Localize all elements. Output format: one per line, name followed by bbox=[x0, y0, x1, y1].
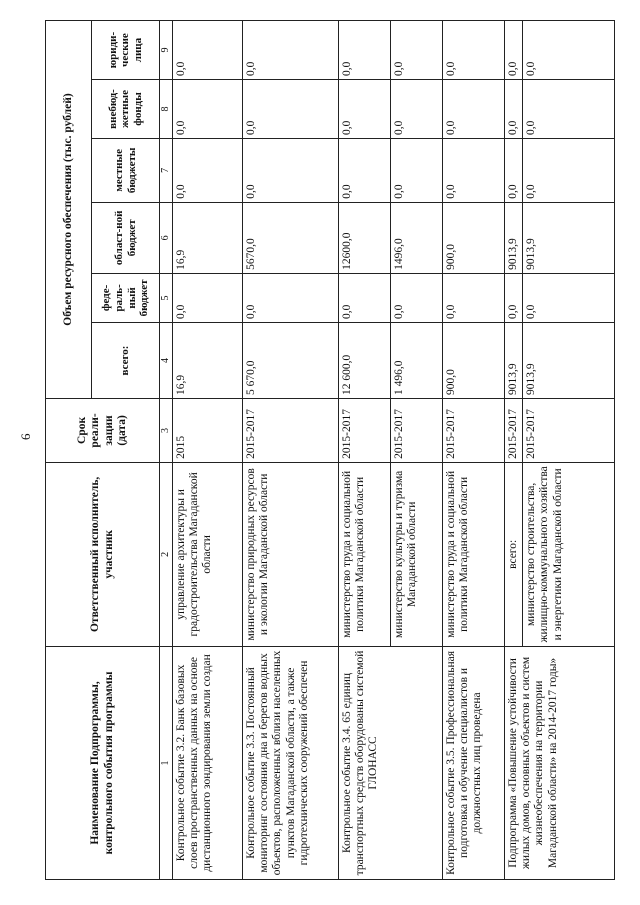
executor: управление архитектуры и градостроительства Магаданской области bbox=[173, 462, 243, 646]
value-legal: 0,0 bbox=[243, 21, 339, 80]
value-local: 0,0 bbox=[339, 138, 391, 202]
value-offbudget: 0,0 bbox=[443, 80, 505, 139]
header-offbudget: внебюд-жетные фонды bbox=[92, 80, 160, 139]
header-total: всего: bbox=[92, 322, 160, 398]
value-legal: 0,0 bbox=[339, 21, 391, 80]
value-federal: 0,0 bbox=[505, 273, 523, 322]
executor: министерство строительства, жилищно-коммунального хозяйства и энергетики Магаданской области bbox=[523, 462, 615, 646]
header-regional: област-ной бюджет bbox=[92, 202, 160, 273]
column-number-row bbox=[160, 21, 173, 880]
table-row bbox=[505, 21, 523, 880]
value-total: 1 496,0 bbox=[391, 322, 443, 398]
value-legal: 0,0 bbox=[523, 21, 615, 80]
col-number: 2 bbox=[160, 462, 173, 646]
executor: министерство природных ресурсов и экологии Магаданской области bbox=[243, 462, 339, 646]
header-term: Срок реали-зации (дата) bbox=[46, 399, 160, 463]
term: 2015-2017 bbox=[391, 399, 443, 463]
header-name: Наименование Подпрограммы, контрольного события программы bbox=[46, 646, 160, 879]
value-federal: 0,0 bbox=[443, 273, 505, 322]
value-regional: 9013,9 bbox=[505, 202, 523, 273]
term: 2015-2017 bbox=[505, 399, 523, 463]
col-number: 8 bbox=[160, 80, 173, 139]
header-resource-group: Объем ресурсного обеспечения (тыс. рублей) bbox=[46, 21, 92, 399]
value-regional: 1496,0 bbox=[391, 202, 443, 273]
col-number: 6 bbox=[160, 202, 173, 273]
term: 2015-2017 bbox=[523, 399, 615, 463]
rotated-table-container bbox=[45, 20, 615, 880]
value-regional: 9013,9 bbox=[523, 202, 615, 273]
value-local: 0,0 bbox=[243, 138, 339, 202]
value-legal: 0,0 bbox=[391, 21, 443, 80]
resource-table bbox=[45, 20, 615, 880]
value-local: 0,0 bbox=[443, 138, 505, 202]
term: 2015-2017 bbox=[339, 399, 391, 463]
executor: министерство труда и социальной политики Магаданской области bbox=[339, 462, 391, 646]
value-offbudget: 0,0 bbox=[505, 80, 523, 139]
value-federal: 0,0 bbox=[243, 273, 339, 322]
header-executor: Ответственный исполнитель, участник bbox=[46, 462, 160, 646]
value-total: 900,0 bbox=[443, 322, 505, 398]
table-row bbox=[339, 21, 391, 880]
col-number: 5 bbox=[160, 273, 173, 322]
event-name: Контрольное событие 3.5. Профессиональная подготовка и обучение специалистов и должностных лиц проведена bbox=[443, 646, 505, 879]
value-regional: 5670,0 bbox=[243, 202, 339, 273]
value-local: 0,0 bbox=[523, 138, 615, 202]
event-name: Контрольное событие 3.2. Банк базовых слоев пространственных данных на основе дистанционного зондирования земли создан bbox=[173, 646, 243, 879]
value-regional: 12600,0 bbox=[339, 202, 391, 273]
term: 2015-2017 bbox=[443, 399, 505, 463]
event-name: Контрольное событие 3.3. Постоянный мониторинг состояния дна и берегов водных объектов, расположенных вблизи населенных пунктов Магаданской области, а также гидротехнических сооружений обеспечен bbox=[243, 646, 339, 879]
value-offbudget: 0,0 bbox=[339, 80, 391, 139]
header-federal: феде-раль-ный бюджет bbox=[92, 273, 160, 322]
subprogram-name: Подпрограмма «Повышение устойчивости жилых домов, основных объектов и систем жизнеобеспечения на территории Магаданской области» на 2014-2017 годы» bbox=[505, 646, 615, 879]
term: 2015-2017 bbox=[243, 399, 339, 463]
value-legal: 0,0 bbox=[443, 21, 505, 80]
value-federal: 0,0 bbox=[173, 273, 243, 322]
value-total: 12 600,0 bbox=[339, 322, 391, 398]
value-regional: 900,0 bbox=[443, 202, 505, 273]
value-offbudget: 0,0 bbox=[523, 80, 615, 139]
table-row bbox=[443, 21, 505, 880]
value-legal: 0,0 bbox=[173, 21, 243, 80]
value-offbudget: 0,0 bbox=[243, 80, 339, 139]
value-total: 9013,9 bbox=[523, 322, 615, 398]
col-number: 1 bbox=[160, 646, 173, 879]
value-legal: 0,0 bbox=[505, 21, 523, 80]
value-local: 0,0 bbox=[173, 138, 243, 202]
value-total: 5 670,0 bbox=[243, 322, 339, 398]
value-offbudget: 0,0 bbox=[173, 80, 243, 139]
col-number: 4 bbox=[160, 322, 173, 398]
table-row bbox=[173, 21, 243, 880]
executor: министерство культуры и туризма Магаданской области bbox=[391, 462, 443, 646]
value-local: 0,0 bbox=[505, 138, 523, 202]
value-regional: 16,9 bbox=[173, 202, 243, 273]
value-offbudget: 0,0 bbox=[391, 80, 443, 139]
page-number: 6 bbox=[18, 433, 33, 440]
header-legal: юриди-ческие лица bbox=[92, 21, 160, 80]
col-number: 3 bbox=[160, 399, 173, 463]
col-number: 7 bbox=[160, 138, 173, 202]
executor: всего: bbox=[505, 462, 523, 646]
value-total: 9013,9 bbox=[505, 322, 523, 398]
event-name: Контрольное событие 3.4. 65 единиц транспортных средств оборудованы системой ГЛОНАСС bbox=[339, 646, 443, 879]
header-local: местные бюджеты bbox=[92, 138, 160, 202]
executor: министерство труда и социальной политики Магаданской области bbox=[443, 462, 505, 646]
value-federal: 0,0 bbox=[523, 273, 615, 322]
col-number: 9 bbox=[160, 21, 173, 80]
value-total: 16,9 bbox=[173, 322, 243, 398]
table-row bbox=[243, 21, 339, 880]
term: 2015 bbox=[173, 399, 243, 463]
value-federal: 0,0 bbox=[339, 273, 391, 322]
value-local: 0,0 bbox=[391, 138, 443, 202]
value-federal: 0,0 bbox=[391, 273, 443, 322]
